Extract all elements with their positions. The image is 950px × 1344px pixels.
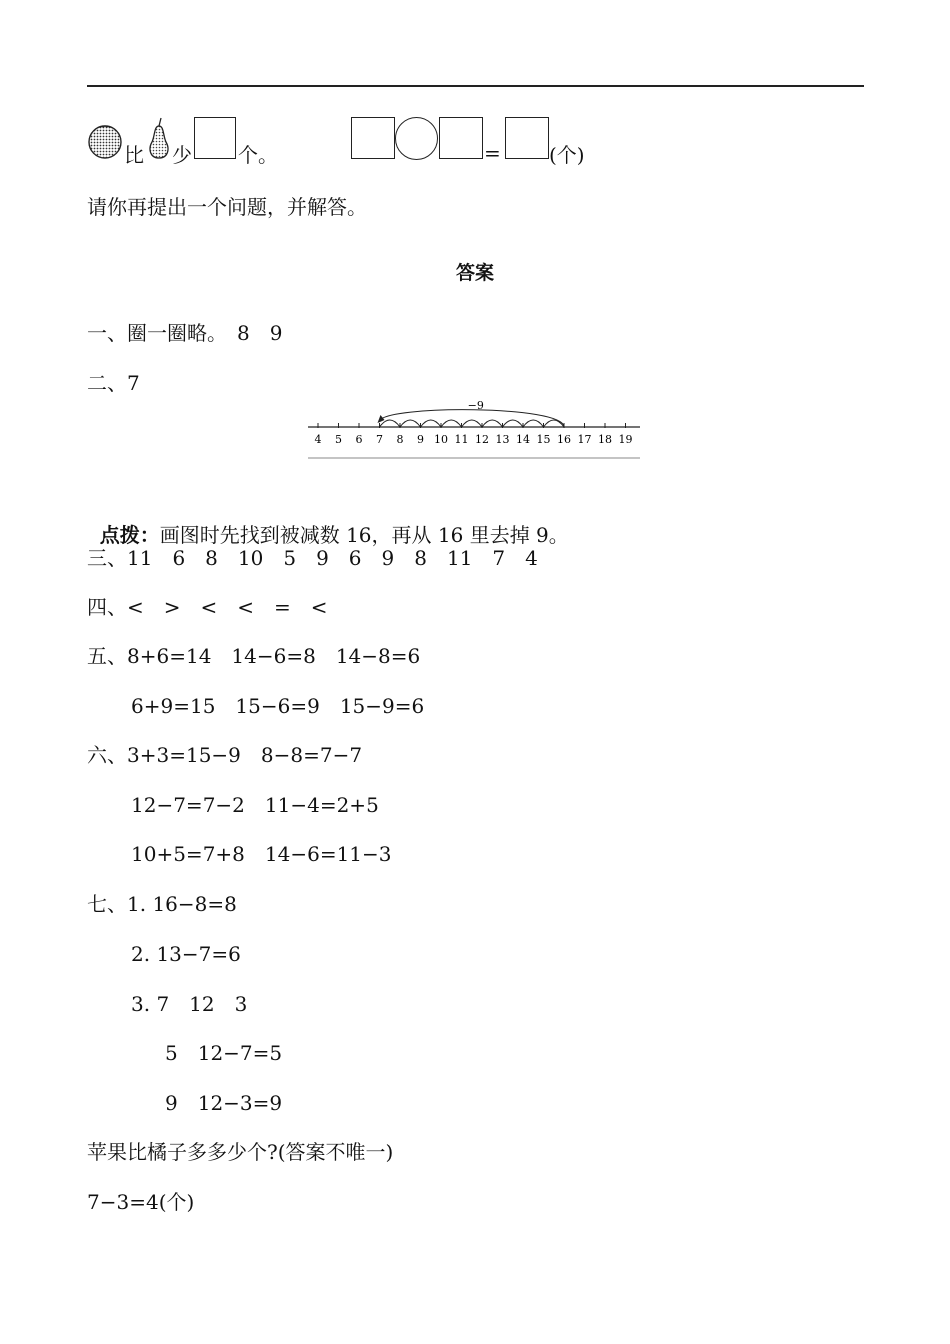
extra-question: 苹果比橘子多多少个?(答案不唯一) xyxy=(87,1140,394,1164)
unit-arc xyxy=(482,420,503,427)
unit-ge: 个。 xyxy=(238,143,278,167)
answer-4: 四、< > < < = < xyxy=(87,595,328,619)
unit-arc xyxy=(503,420,524,427)
unit-arc xyxy=(380,420,401,427)
answer-blank-1[interactable] xyxy=(194,117,236,159)
answer-6a: 六、3+3=15−9 8−8=7−7 xyxy=(87,743,363,767)
tick-label: 17 xyxy=(577,433,592,446)
number-line xyxy=(306,395,642,461)
answer-6b: 12−7=7−2 11−4=2+5 xyxy=(131,793,379,817)
tick-label: 5 xyxy=(335,433,342,446)
result-blank[interactable] xyxy=(505,117,549,159)
tick-label: 15 xyxy=(536,433,551,446)
compare-word-bi: 比 xyxy=(124,143,144,167)
jump-arrowhead xyxy=(378,415,385,423)
tick-label: 14 xyxy=(516,433,530,446)
operator-circle[interactable] xyxy=(395,117,438,160)
compare-word-shao: 少 xyxy=(172,143,192,167)
answer-7b: 2. 13−7=6 xyxy=(131,942,241,966)
tick-label: 16 xyxy=(557,433,571,446)
answer-5a: 五、8+6=14 14−6=8 14−8=6 xyxy=(87,644,421,668)
answer-2: 二、7 xyxy=(87,371,140,395)
top-rule xyxy=(87,85,864,87)
answer-7e: 9 12−3=9 xyxy=(165,1091,283,1115)
answer-1: 一、圈一圈略。 8 9 xyxy=(87,321,283,345)
tick-label: 12 xyxy=(475,433,489,446)
equals-sign: = xyxy=(484,141,501,165)
jump-label: −9 xyxy=(467,399,484,412)
hint-text: 画图时先找到被减数 16，再从 16 里去掉 9。 xyxy=(159,523,569,547)
answer-7a: 七、1. 16−8=8 xyxy=(87,892,237,916)
extra-answer: 7−3=4(个) xyxy=(87,1190,195,1214)
tick-label: 8 xyxy=(396,433,404,446)
tick-label: 9 xyxy=(417,433,424,446)
hint-line xyxy=(87,496,569,548)
orange-icon xyxy=(87,123,123,159)
answer-7d: 5 12−7=5 xyxy=(165,1041,283,1065)
unit-arc xyxy=(400,420,421,427)
answer-5b: 6+9=15 15−6=9 15−9=6 xyxy=(131,694,425,718)
unit-label: (个) xyxy=(549,143,585,167)
tick-label: 18 xyxy=(598,433,612,446)
tick-label: 11 xyxy=(454,433,469,446)
tick-label: 6 xyxy=(355,433,363,446)
tick-label: 13 xyxy=(495,433,510,446)
tick-label: 7 xyxy=(376,433,383,446)
unit-arc xyxy=(421,420,442,427)
prompt-text: 请你再提出一个问题，并解答。 xyxy=(87,195,367,219)
answer-title: 答案 xyxy=(455,262,494,284)
tick-label: 4 xyxy=(314,433,322,446)
hint-label: 点拨： xyxy=(99,523,160,547)
unit-arc xyxy=(462,420,483,427)
jump-arc xyxy=(380,410,565,427)
tick-label: 19 xyxy=(618,433,633,446)
operand-blank-2[interactable] xyxy=(439,117,483,159)
tick-label: 10 xyxy=(434,433,448,446)
pear-icon xyxy=(146,116,172,160)
answer-6c: 10+5=7+8 14−6=11−3 xyxy=(131,842,392,866)
answer-3: 三、11 6 8 10 5 9 6 9 8 11 7 4 xyxy=(87,546,538,570)
unit-arc xyxy=(544,420,565,427)
unit-arc xyxy=(441,420,462,427)
unit-arc xyxy=(523,420,544,427)
answer-7c: 3. 7 12 3 xyxy=(131,992,248,1016)
operand-blank-1[interactable] xyxy=(351,117,395,159)
